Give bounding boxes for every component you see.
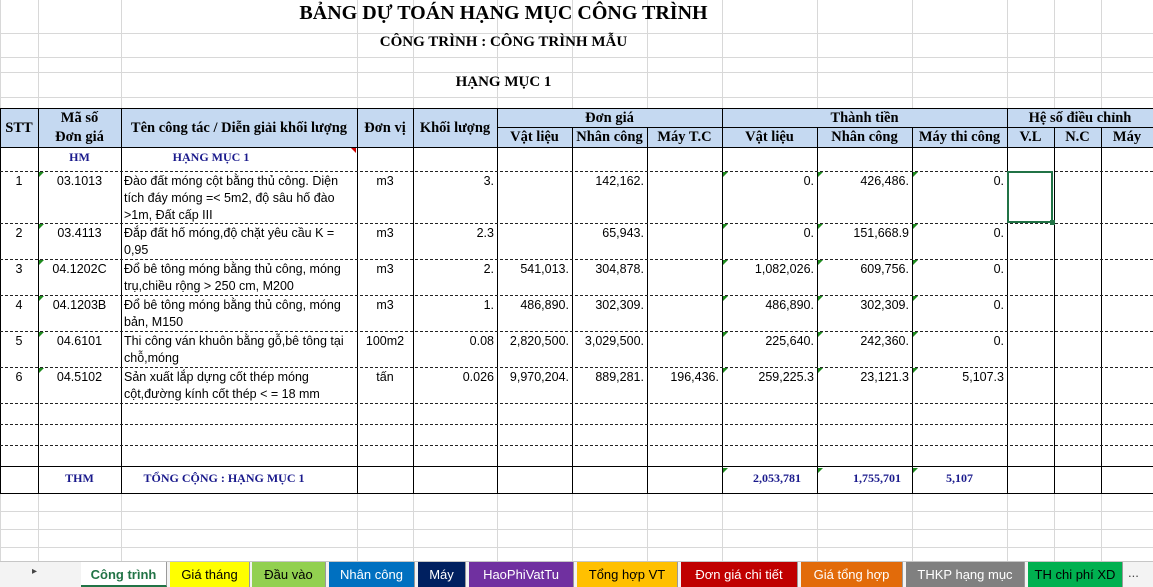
row-stt: 5 <box>15 334 23 348</box>
row-desc: Đổ bê tông móng bằng thủ công, móng <box>124 298 341 312</box>
row-stt: 4 <box>15 298 23 312</box>
header-ma-so: Mã số <box>60 110 99 126</box>
row-code: 04.1203B <box>52 298 107 312</box>
row-dg-may: 196,436. <box>670 370 719 384</box>
tab-thkp-hang-muc[interactable]: THKP hạng mục <box>906 562 1025 587</box>
row-desc: Thi công ván khuôn bằng gỗ,bê tông tại <box>124 334 344 348</box>
row-tt-may: 5,107.3 <box>962 370 1004 384</box>
row-dg-nc: 65,943. <box>602 226 644 240</box>
header-he-so: Hệ số điều chỉnh <box>1028 110 1132 126</box>
header-ten-cong-tac: Tên công tác / Diễn giải khối lượng <box>130 120 348 136</box>
category-title: HẠNG MỤC 1 <box>455 74 552 90</box>
header-tt-vat-lieu: Vật liệu <box>745 129 794 145</box>
row-stt: 2 <box>15 226 23 240</box>
row-unit: m3 <box>376 174 394 188</box>
total-may: 5,107 <box>946 471 973 485</box>
tab-more-icon[interactable]: ... <box>1128 565 1139 580</box>
row-code: 04.5102 <box>56 370 103 384</box>
row-tt-may: 0. <box>993 174 1004 188</box>
row-stt: 6 <box>15 370 23 384</box>
row-code: 03.1013 <box>56 174 103 188</box>
tab-don-gia-chi-tiet[interactable]: Đơn giá chi tiết <box>681 562 798 587</box>
row-dg-vl: 2,820,500. <box>509 334 569 348</box>
total-label: TỔNG CỘNG : HẠNG MỤC 1 <box>143 471 305 485</box>
total-vl: 2,053,781 <box>753 471 801 485</box>
row-tt-vl: 0. <box>803 226 814 240</box>
row-desc: bản, M150 <box>124 315 184 329</box>
header-hs-nc: N.C <box>1065 129 1090 145</box>
header-hs-vl: V.L <box>1019 129 1042 145</box>
row-tt-nc: 242,360. <box>860 334 909 348</box>
row-qty: 2. <box>483 262 494 276</box>
row-unit: m3 <box>376 226 394 240</box>
row-desc: 0,95 <box>124 243 149 257</box>
tab-may[interactable]: Máy <box>418 562 466 587</box>
row-dg-nc: 889,281. <box>595 370 644 384</box>
row-desc: Đắp đất hố móng,độ chặt yêu cầu K = <box>124 226 335 240</box>
row-unit: 100m2 <box>365 334 405 348</box>
row-qty: 1. <box>483 298 494 312</box>
row-tt-may: 0. <box>993 334 1004 348</box>
active-cell[interactable] <box>1007 171 1053 223</box>
header-dg-vat-lieu: Vật liệu <box>510 129 559 145</box>
header-tt-may: Máy thi công <box>918 129 1001 145</box>
sheet-tab-bar <box>0 561 1153 587</box>
row-dg-vl: 9,970,204. <box>509 370 569 384</box>
row-unit: tấn <box>376 370 394 384</box>
tab-cong-trinh[interactable]: Công trình <box>81 562 167 587</box>
section-name: HẠNG MỤC 1 <box>172 150 250 164</box>
row-qty: 2.3 <box>476 226 494 240</box>
row-code: 04.1202C <box>52 262 107 276</box>
section-code: HM <box>69 150 90 164</box>
tab-nhan-cong[interactable]: Nhân công <box>329 562 415 587</box>
header-hs-may: Máy <box>1112 129 1142 145</box>
row-tt-nc: 609,756. <box>860 262 909 276</box>
header-khoi-luong: Khối lượng <box>419 120 491 136</box>
row-dg-nc: 304,878. <box>595 262 644 276</box>
row-desc: trụ,chiều rộng > 250 cm, M200 <box>124 279 294 293</box>
tab-gia-tong-hop[interactable]: Giá tổng hợp <box>801 562 903 587</box>
row-stt: 3 <box>15 262 23 276</box>
row-dg-nc: 302,309. <box>595 298 644 312</box>
header-don-gia: Đơn giá <box>585 110 634 126</box>
tab-gia-thang[interactable]: Giá tháng <box>170 562 250 587</box>
header-stt: STT <box>5 120 33 136</box>
header-don-vi: Đơn vị <box>364 120 406 136</box>
header-ma-so-don-gia: Đơn giá <box>55 129 104 145</box>
row-desc: tích đáy móng =< 5m2, độ sâu hố đào <box>124 191 335 205</box>
row-qty: 3. <box>483 174 494 188</box>
tab-th-chi-phi-xd[interactable]: TH chi phí XD <box>1028 562 1123 587</box>
sheet-title: BẢNG DỰ TOÁN HẠNG MỤC CÔNG TRÌNH <box>299 2 708 24</box>
row-tt-may: 0. <box>993 262 1004 276</box>
row-tt-vl: 1,082,026. <box>754 262 814 276</box>
row-stt: 1 <box>15 174 23 188</box>
row-desc: Đào đất móng cột bằng thủ công. Diện <box>124 174 339 188</box>
row-desc: >1m, Đất cấp III <box>124 208 213 222</box>
row-desc: Đổ bê tông móng bằng thủ công, móng <box>124 262 341 276</box>
header-dg-nhan-cong: Nhân công <box>576 129 643 145</box>
row-desc: chỗ,móng <box>124 351 179 365</box>
row-tt-nc: 23,121.3 <box>860 370 909 384</box>
row-qty: 0.026 <box>462 370 494 384</box>
project-title: CÔNG TRÌNH : CÔNG TRÌNH MẪU <box>379 34 628 50</box>
row-dg-nc: 3,029,500. <box>584 334 644 348</box>
row-tt-vl: 225,640. <box>765 334 814 348</box>
row-tt-may: 0. <box>993 298 1004 312</box>
row-tt-nc: 151,668.9 <box>853 226 909 240</box>
row-tt-vl: 0. <box>803 174 814 188</box>
row-tt-vl: 259,225.3 <box>758 370 814 384</box>
row-desc: Sản xuất lắp dựng cốt thép móng <box>124 370 309 384</box>
row-unit: m3 <box>376 262 394 276</box>
row-dg-vl: 541,013. <box>520 262 569 276</box>
row-code: 04.6101 <box>56 334 103 348</box>
row-desc: cột,đường kính cốt thép < = 18 mm <box>124 387 320 401</box>
row-tt-vl: 486,890. <box>765 298 814 312</box>
header-dg-may: Máy T.C <box>657 129 712 145</box>
row-tt-nc: 426,486. <box>860 174 909 188</box>
row-dg-vl: 486,890. <box>520 298 569 312</box>
total-nc: 1,755,701 <box>853 471 901 485</box>
header-thanh-tien: Thành tiền <box>830 110 899 126</box>
row-unit: m3 <box>376 298 394 312</box>
tab-hao-phi-vat-tu[interactable]: HaoPhiVatTu <box>469 562 574 587</box>
total-code: THM <box>65 471 94 485</box>
header-tt-nhan-cong: Nhân công <box>831 129 898 145</box>
row-tt-may: 0. <box>993 226 1004 240</box>
tab-dau-vao[interactable]: Đầu vào <box>252 562 326 587</box>
row-dg-nc: 142,162. <box>595 174 644 188</box>
tab-scroll-next-icon[interactable]: ▸ <box>32 566 38 577</box>
tab-tong-hop-vt[interactable]: Tổng hợp VT <box>577 562 678 587</box>
row-qty: 0.08 <box>469 334 494 348</box>
row-code: 03.4113 <box>57 226 102 240</box>
row-tt-nc: 302,309. <box>860 298 909 312</box>
